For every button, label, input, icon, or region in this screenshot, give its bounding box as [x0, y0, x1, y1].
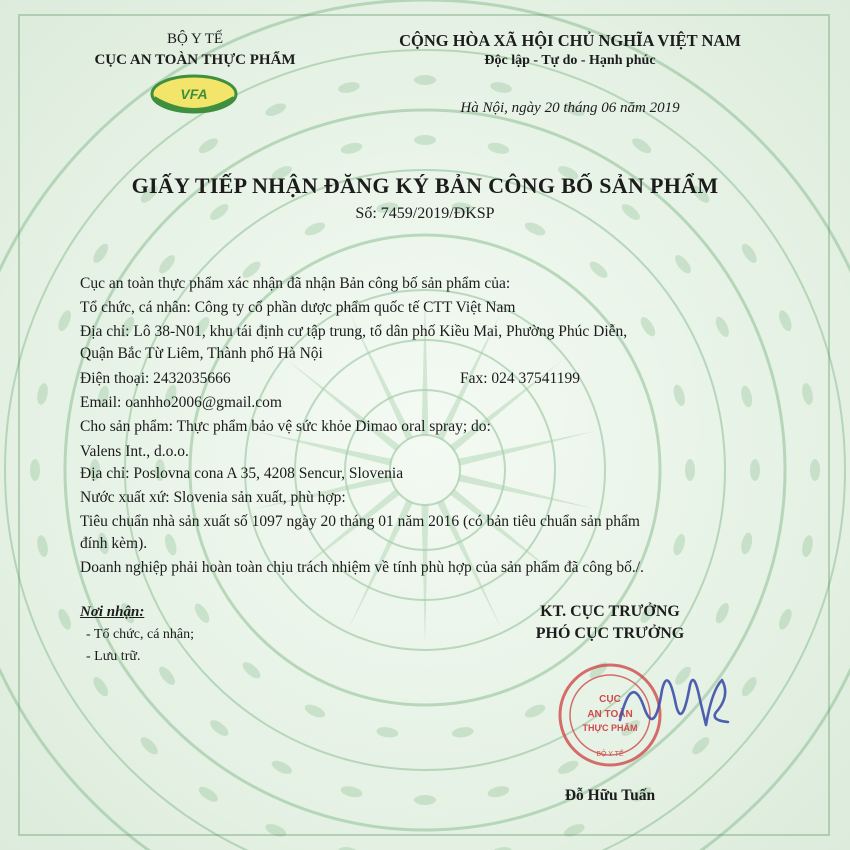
- drum-motif: [192, 601, 212, 625]
- organization-line: Tổ chức, cá nhân: Công ty cổ phần dược phẩm quốc tế CTT Việt Nam: [80, 299, 516, 316]
- drum-motif: [587, 259, 610, 281]
- document-title: GIẤY TIẾP NHẬN ĐĂNG KÝ BẢN CÔNG BỐ SẢN PHẨM: [131, 173, 719, 198]
- drum-motif: [671, 383, 687, 407]
- drum-motif: [337, 845, 361, 850]
- drum-motif: [489, 845, 513, 850]
- manufacturer-address-line: Địa chỉ: Poslovna cona A 35, 4208 Sencur, Slovenia: [80, 465, 404, 482]
- drum-motif: [713, 315, 732, 339]
- drum-motif: [156, 253, 178, 276]
- recipient-item: - Tổ chức, cá nhân;: [86, 627, 195, 642]
- drum-motif: [208, 717, 231, 739]
- drum-motif: [739, 241, 760, 265]
- drum-motif: [489, 80, 513, 94]
- drum-motif: [303, 702, 327, 720]
- drum-motif: [337, 80, 361, 94]
- drum-motif: [776, 607, 794, 631]
- drum-motif: [90, 675, 111, 699]
- drum-motif: [739, 532, 754, 556]
- drum-motif: [90, 241, 111, 265]
- drum-motif: [630, 135, 654, 156]
- drum-motif: [685, 459, 695, 481]
- drum-motif: [138, 734, 161, 757]
- star-ray: [288, 361, 400, 451]
- recipients-heading: Nơi nhận:: [80, 604, 145, 620]
- signer-title-2: PHÓ CỤC TRƯỞNG: [535, 625, 685, 642]
- country-name: CỘNG HÒA XÃ HỘI CHỦ NGHĨA VIỆT NAM: [399, 31, 741, 50]
- drum-motif: [35, 534, 49, 558]
- svg-text:CỤC: CỤC: [599, 694, 621, 705]
- handwritten-signature: [610, 650, 740, 745]
- drum-motif: [739, 675, 760, 699]
- drum-motif: [196, 784, 220, 805]
- product-line: Cho sản phẩm: Thực phẩm bảo vệ sức khỏe Dimao oral spray; do:: [80, 418, 491, 435]
- drum-motif: [451, 726, 474, 739]
- svg-text:BỘ Y TẾ: BỘ Y TẾ: [596, 751, 624, 758]
- drum-motif: [156, 664, 178, 687]
- drum-motif: [163, 533, 179, 557]
- recipient-item: - Lưu trữ.: [86, 649, 141, 664]
- drum-motif: [671, 533, 687, 557]
- address-line-1: Địa chỉ: Lô 38-N01, khu tái định cư tập trung, tổ dân phố Kiều Mai, Phường Phúc Diễn,: [80, 323, 628, 340]
- manufacturer-line: Valens Int., d.o.o.: [80, 443, 189, 460]
- drum-motif: [196, 135, 220, 156]
- email-line: Email: oanhho2006@gmail.com: [80, 394, 282, 411]
- standard-line-1: Tiêu chuẩn nhà sản xuất số 1097 ngày 20 tháng 01 năm 2016 (có bản tiêu chuẩn sản phẩm: [80, 513, 640, 530]
- drum-motif: [739, 385, 754, 409]
- svg-text:AN TOÀN: AN TOÀN: [587, 709, 633, 720]
- signer-title-1: KT. CỤC TRƯỞNG: [540, 603, 680, 620]
- drum-motif: [750, 459, 760, 481]
- svg-text:THỰC PHẨM: THỰC PHẨM: [582, 723, 638, 733]
- drum-motif: [800, 382, 814, 406]
- drum-motif: [414, 135, 436, 145]
- drum-motif: [240, 659, 263, 681]
- drum-motif: [340, 784, 364, 799]
- origin-line: Nước xuất xứ: Slovenia sản xuất, phù hợp:: [80, 489, 346, 506]
- document-number: Số: 7459/2019/ĐKSP: [355, 205, 495, 222]
- drum-motif: [672, 253, 694, 276]
- drum-motif: [487, 141, 511, 156]
- drum-motif: [523, 702, 547, 720]
- drum-motif: [35, 382, 49, 406]
- drum-motif: [30, 459, 40, 481]
- phone-line: Điện thoại: 2432035666: [80, 370, 231, 387]
- drum-motif: [800, 534, 814, 558]
- drum-motif: [414, 75, 436, 85]
- drum-motif: [810, 459, 820, 481]
- intro-line: Cục an toàn thực phẩm xác nhận đã nhận Bản công bố sản phẩm của:: [80, 275, 511, 292]
- drum-motif: [56, 607, 74, 631]
- drum-motif: [776, 309, 794, 333]
- responsibility-line: Doanh nghiệp phải hoàn toàn chịu trách nhiệm về tính phù hợp của sản phẩm đã công bố./.: [80, 559, 644, 576]
- fax-line: Fax: 024 37541199: [460, 370, 580, 387]
- drum-motif: [264, 821, 288, 839]
- drum-motif: [376, 726, 399, 739]
- drum-motif: [270, 758, 294, 777]
- drum-motif: [340, 141, 364, 156]
- star-ray: [254, 431, 391, 466]
- star-ray: [458, 431, 595, 466]
- drum-motif: [638, 315, 658, 339]
- drum-motif: [562, 821, 586, 839]
- drum-motif: [414, 795, 436, 805]
- drum-motif: [264, 101, 288, 119]
- issue-date: Hà Nội, ngày 20 tháng 06 năm 2019: [460, 100, 680, 116]
- agency-name: CỤC AN TOÀN THỰC PHẨM: [94, 52, 296, 68]
- ministry-name: BỘ Y TẾ: [166, 31, 224, 47]
- star-ray: [458, 474, 595, 509]
- vfa-logo-icon: [148, 72, 240, 116]
- drum-motif: [56, 309, 74, 333]
- standard-line-2: đính kèm).: [80, 535, 148, 552]
- signer-name: Đỗ Hữu Tuấn: [564, 787, 656, 804]
- national-motto: Độc lập - Tự do - Hạnh phúc: [484, 53, 656, 68]
- svg-text:VFA: VFA: [180, 86, 208, 102]
- address-line-2: Quận Bắc Từ Liêm, Thành phố Hà Nội: [80, 345, 323, 362]
